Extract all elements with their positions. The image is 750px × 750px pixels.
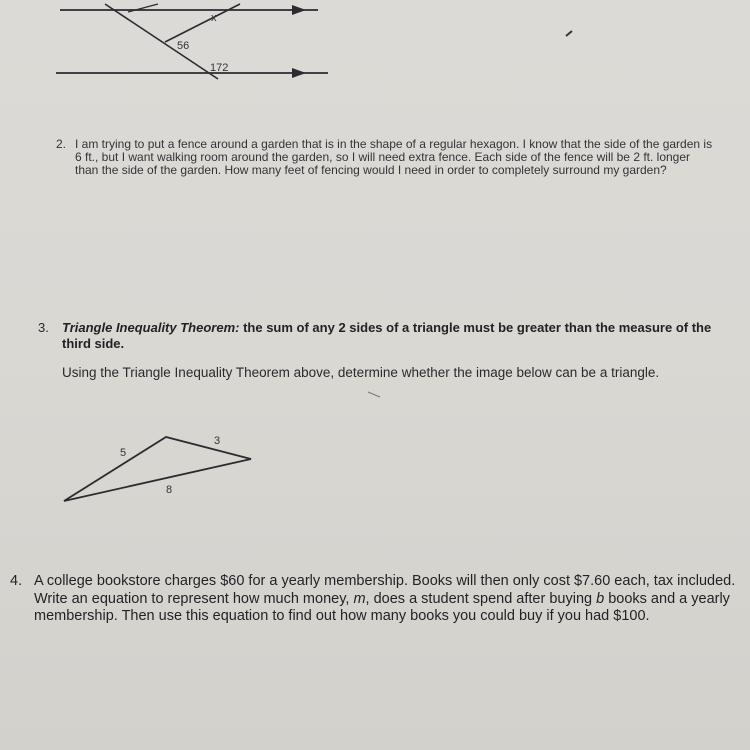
theorem-title: Triangle Inequality Theorem: xyxy=(62,320,240,335)
angle-label-x: x xyxy=(211,12,217,24)
angle-label-172: 172 xyxy=(210,62,229,74)
angle-label-56: 56 xyxy=(177,40,190,52)
question-number: 3. xyxy=(38,320,49,335)
question-number: 4. xyxy=(10,573,23,589)
question-text: I am trying to put a fence around a garden that is in the shape of a regular hexagon. I know that the side of the garden is 6 ft., but I want walking room around the garden, so I will need extra fence. Each side of the fence will be 2 ft. longer than the side of the garden. How many feet of fencing would I need in order to completely surround my garden? xyxy=(75,137,713,178)
text-part-1: A college bookstore charges $60 for a yearly membership. Books will then only cost $7.60 each, tax included. Write an equation to represent how much money, xyxy=(34,573,736,607)
question-text xyxy=(34,573,740,626)
question-instruction: Using the Triangle Inequality Theorem above, determine whether the image below can be a triangle. xyxy=(62,365,660,380)
triangle-shape xyxy=(64,437,251,501)
triangle-side-8: 8 xyxy=(166,484,173,496)
question-2 xyxy=(56,138,716,178)
text-part-3: books and a yearly membership. Then use this equation to find out how many books you could buy if you had $100. xyxy=(34,590,730,624)
arrow-head-bottom xyxy=(292,68,306,78)
theorem-statement xyxy=(62,320,728,352)
triangle-side-3: 3 xyxy=(214,435,221,447)
question-3 xyxy=(38,320,728,381)
pen-mark-2 xyxy=(368,392,380,397)
pen-mark xyxy=(566,31,572,36)
variable-b: b xyxy=(596,590,605,607)
arrow-head-top xyxy=(292,5,306,15)
triangle-side-5: 5 xyxy=(120,447,127,459)
question-4 xyxy=(10,573,740,626)
theorem-body: the sum of any 2 sides of a triangle must be greater than the measure of the third side. xyxy=(62,320,712,351)
text-part-2: , does a student spend after buying xyxy=(365,590,597,607)
transversal-1 xyxy=(105,4,218,79)
variable-m: m xyxy=(353,590,366,607)
question-number: 2. xyxy=(56,137,67,151)
